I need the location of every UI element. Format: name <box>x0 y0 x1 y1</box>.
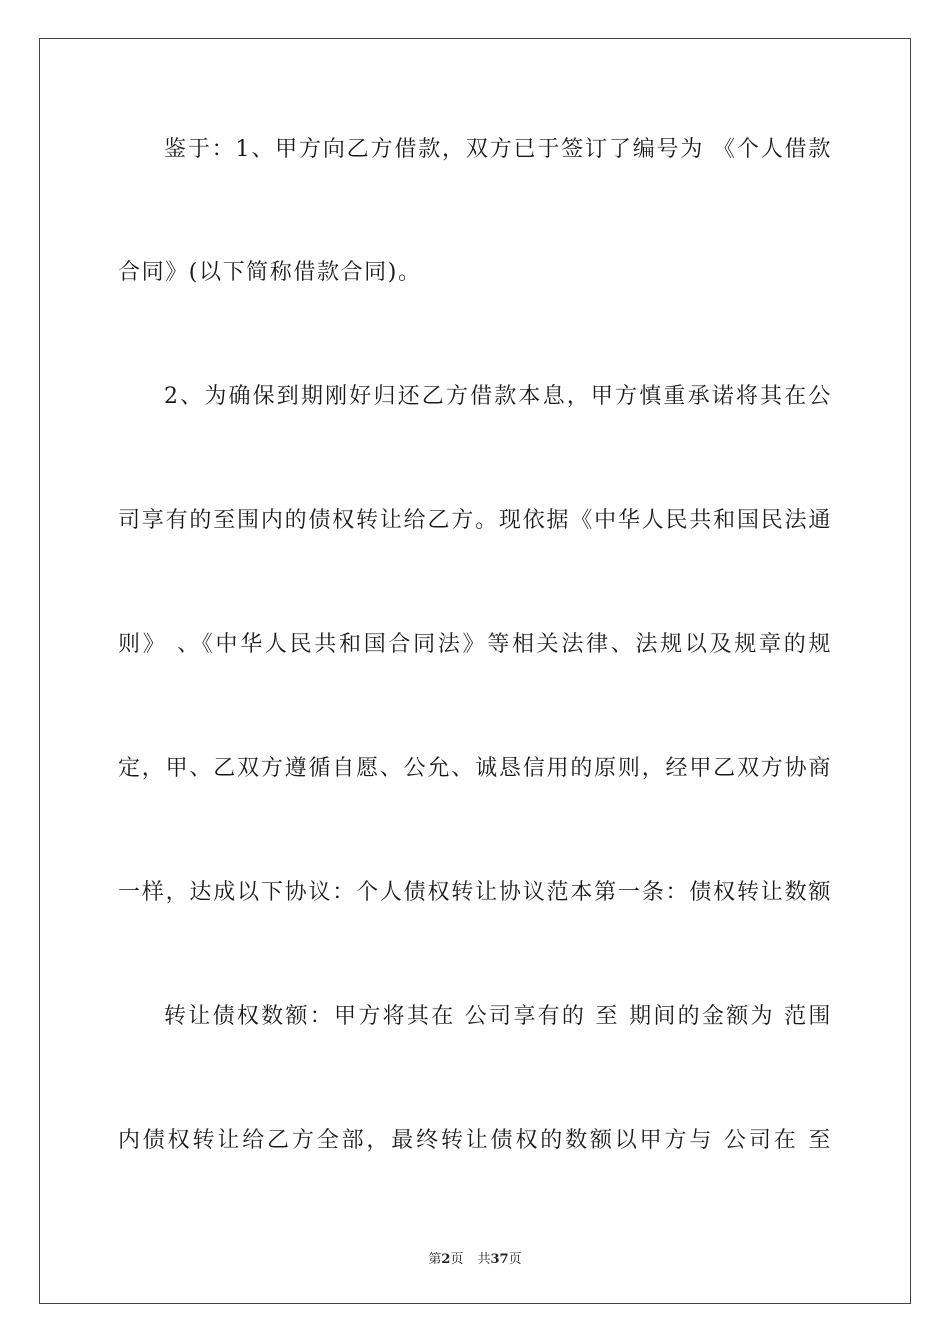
text-line-9: 内债权转让给乙方全部，最终转让债权的数额以甲方与 公司在 至 <box>118 1128 832 1153</box>
page-number: 2 <box>441 1252 451 1267</box>
text-line-2: 合同》(以下简称借款合同)。 <box>118 260 422 285</box>
page-prefix: 第 <box>428 1252 442 1267</box>
text-line-8: 转让债权数额：甲方将其在 公司享有的 至 期间的金额为 范围 <box>164 1004 832 1029</box>
text-line-1: 鉴于：1、甲方向乙方借款，双方已于签订了编号为 《个人借款 <box>164 137 832 162</box>
page-border <box>39 38 911 1304</box>
total-suffix: 页 <box>508 1252 522 1267</box>
text-line-5: 则》 、《中华人民共和国合同法》等相关法律、法规以及规章的规 <box>118 632 832 657</box>
text-line-7: 一样，达成以下协议：个人债权转让协议范本第一条：债权转让数额 <box>118 880 832 905</box>
page-suffix: 页 <box>450 1252 464 1267</box>
page-footer <box>0 1248 950 1267</box>
total-pages: 37 <box>490 1252 509 1267</box>
text-line-3: 2、为确保到期刚好归还乙方借款本息，甲方慎重承诺将其在公 <box>164 384 832 409</box>
total-prefix: 共 <box>477 1252 491 1267</box>
text-line-4: 司享有的至围内的债权转让给乙方。现依据《中华人民共和国民法通 <box>118 508 832 533</box>
text-line-6: 定，甲、乙双方遵循自愿、公允、诚恳信用的原则，经甲乙双方协商 <box>118 756 832 781</box>
